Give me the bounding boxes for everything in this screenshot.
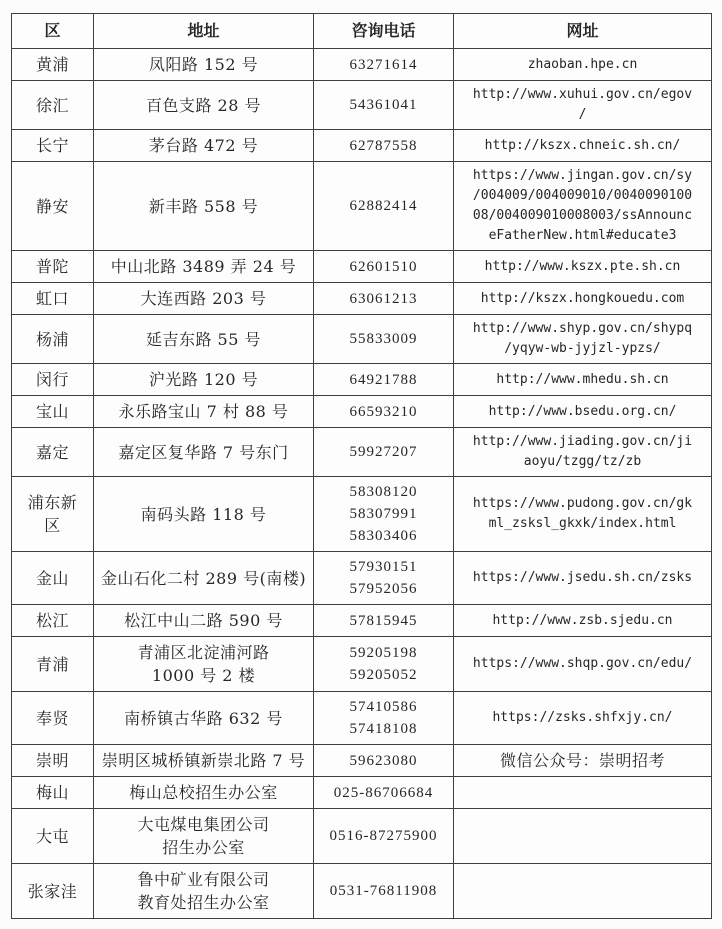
text-line: 59205052 (349, 667, 418, 683)
text-line: 百色支路 28 号 (145, 95, 262, 115)
table-row (12, 130, 712, 162)
cell-district (12, 283, 94, 315)
cell-website (454, 81, 712, 130)
cell-phone (314, 637, 454, 692)
text-line: 64921788 (349, 371, 418, 388)
text-line: 58308120 (349, 484, 418, 500)
text-line: 0516-87275900 (329, 828, 438, 844)
text-line: 教育处招生办公室 (137, 893, 270, 912)
cell-address (94, 130, 314, 162)
text-line: 57815945 (349, 612, 418, 629)
cell-address (94, 777, 314, 809)
table-header-row (12, 14, 712, 49)
cell-district (12, 364, 94, 396)
cell-address (94, 637, 314, 692)
cell-phone (314, 777, 454, 809)
text-line: 金山 (35, 568, 69, 588)
text-line: 08/004009010008003/ssAnnounc (472, 208, 693, 223)
text-line: 浦东新 (27, 493, 78, 512)
table-row (12, 49, 712, 81)
cell-website (454, 552, 712, 605)
text-line: 62601510 (349, 258, 418, 275)
cell-address (94, 809, 314, 864)
cell-address (94, 49, 314, 81)
text-line: 54361041 (349, 97, 418, 113)
text-line: 新丰路 558 号 (148, 196, 259, 216)
text-line: 黄浦 (35, 55, 69, 74)
cell-district (12, 477, 94, 552)
cell-district (12, 130, 94, 162)
cell-district (12, 692, 94, 745)
cell-address (94, 251, 314, 283)
cell-address (94, 745, 314, 777)
cell-website (454, 477, 712, 552)
text-line: http://www.shyp.gov.cn/shypq (472, 321, 693, 336)
cell-address (94, 162, 314, 251)
text-line: 静安 (35, 196, 69, 216)
text-line: 青浦 (35, 654, 69, 674)
text-line: 崇明 (35, 751, 69, 770)
text-line: http://www.bsedu.org.cn/ (488, 403, 677, 419)
text-line: zhaoban.hpe.cn (527, 56, 638, 72)
cell-phone (314, 864, 454, 919)
cell-district (12, 162, 94, 251)
text-line: eFatherNew.html#educate3 (488, 228, 677, 243)
cell-website (454, 692, 712, 745)
cell-address (94, 428, 314, 477)
cell-district (12, 552, 94, 605)
cell-address (94, 364, 314, 396)
table-row (12, 809, 712, 864)
header-phone: 咨询电话 (314, 14, 454, 49)
text-line: 58307991 (349, 506, 418, 522)
text-line: 66593210 (349, 403, 418, 420)
district-contact-table (11, 13, 712, 919)
header-district: 区 (12, 14, 94, 49)
header-website: 网址 (454, 14, 712, 49)
text-line: 金山石化二村 289 号(南楼) (100, 568, 307, 588)
cell-district (12, 777, 94, 809)
text-line: 招生办公室 (162, 838, 245, 857)
cell-website (454, 637, 712, 692)
table-row (12, 552, 712, 605)
text-line: 62787558 (349, 137, 418, 154)
table-row (12, 396, 712, 428)
text-line: 凤阳路 152 号 (148, 55, 259, 74)
text-line: 虹口 (35, 289, 69, 308)
cell-website (454, 49, 712, 81)
text-line: 中山北路 3489 弄 24 号 (110, 257, 297, 276)
text-line: 永乐路宝山 7 村 88 号 (118, 402, 289, 421)
cell-address (94, 477, 314, 552)
cell-address (94, 692, 314, 745)
cell-address (94, 81, 314, 130)
text-line: 62882414 (349, 198, 418, 214)
text-line: 茅台路 472 号 (148, 136, 259, 155)
text-line: /yqyw-wb-jyjzl-ypzs/ (504, 341, 661, 356)
table-row (12, 864, 712, 919)
cell-phone (314, 364, 454, 396)
cell-phone (314, 396, 454, 428)
text-line: 57410586 (349, 699, 418, 715)
text-line: 55833009 (349, 331, 418, 347)
text-line: 57930151 (349, 559, 418, 575)
table-row (12, 777, 712, 809)
text-line: 59205198 (349, 645, 418, 661)
text-line: /004009/004009010/0040090100 (472, 188, 693, 203)
table-row (12, 692, 712, 745)
text-line: 徐汇 (35, 95, 69, 115)
table-row (12, 428, 712, 477)
text-line: 57418108 (349, 721, 418, 737)
text-line: 0531-76811908 (329, 883, 438, 899)
text-line: http://www.kszx.pte.sh.cn (484, 258, 681, 274)
cell-website (454, 809, 712, 864)
cell-phone (314, 428, 454, 477)
text-line: 梅山总校招生办公室 (129, 783, 278, 802)
text-line: / (578, 107, 587, 122)
cell-website (454, 251, 712, 283)
cell-website (454, 396, 712, 428)
text-line: http://www.mhedu.sh.cn (496, 371, 669, 387)
cell-website (454, 364, 712, 396)
table-row (12, 283, 712, 315)
cell-phone (314, 49, 454, 81)
text-line: http://www.zsb.sjedu.cn (492, 612, 673, 628)
text-line: 闵行 (35, 370, 69, 389)
text-line: 宝山 (35, 402, 69, 421)
cell-phone (314, 130, 454, 162)
table-row (12, 251, 712, 283)
cell-phone (314, 745, 454, 777)
cell-phone (314, 605, 454, 637)
table-row (12, 315, 712, 364)
text-line: http://www.jiading.gov.cn/ji (472, 434, 693, 449)
text-line: 沪光路 120 号 (148, 370, 259, 389)
cell-website (454, 777, 712, 809)
cell-website (454, 864, 712, 919)
table-body (12, 49, 712, 919)
text-line: 57952056 (349, 581, 418, 597)
header-address: 地址 (94, 14, 314, 49)
cell-district (12, 605, 94, 637)
cell-website (454, 605, 712, 637)
text-line: 58303406 (349, 528, 418, 544)
cell-address (94, 396, 314, 428)
table-row (12, 162, 712, 251)
text-line: 鲁中矿业有限公司 (137, 870, 270, 889)
text-line: 嘉定 (35, 442, 69, 462)
text-line: 025-86706684 (333, 784, 434, 801)
cell-website (454, 428, 712, 477)
text-line: 南桥镇古华路 632 号 (124, 708, 283, 728)
cell-district (12, 81, 94, 130)
text-line: 59927207 (349, 444, 418, 460)
text-line: http://www.xuhui.gov.cn/egov (472, 87, 693, 102)
cell-phone (314, 692, 454, 745)
cell-phone (314, 809, 454, 864)
text-line: https://www.shqp.gov.cn/edu/ (472, 656, 693, 671)
text-line: 嘉定区复华路 7 号东门 (118, 442, 289, 462)
cell-website (454, 315, 712, 364)
text-line: 延吉东路 55 号 (145, 329, 262, 349)
table-row (12, 605, 712, 637)
text-line: http://kszx.chneic.sh.cn/ (484, 137, 681, 153)
cell-district (12, 315, 94, 364)
table-row (12, 364, 712, 396)
text-line: aoyu/tzgg/tz/zb (523, 454, 642, 469)
cell-district (12, 809, 94, 864)
text-line: 崇明区城桥镇新崇北路 7 号 (101, 751, 306, 770)
text-line: 区 (44, 516, 61, 535)
cell-phone (314, 283, 454, 315)
cell-district (12, 864, 94, 919)
text-line: https://zsks.shfxjy.cn/ (492, 710, 673, 725)
cell-district (12, 396, 94, 428)
cell-address (94, 283, 314, 315)
cell-district (12, 49, 94, 81)
cell-address (94, 552, 314, 605)
cell-website (454, 745, 712, 777)
text-line: 大屯 (35, 826, 69, 846)
cell-phone (314, 251, 454, 283)
text-line: 梅山 (35, 783, 69, 802)
cell-phone (314, 315, 454, 364)
text-line: 青浦区北淀浦河路 (137, 643, 270, 662)
cell-address (94, 315, 314, 364)
cell-phone (314, 81, 454, 130)
text-line: 松江中山二路 590 号 (124, 611, 283, 630)
cell-website (454, 130, 712, 162)
text-line: 杨浦 (35, 329, 69, 349)
cell-phone (314, 477, 454, 552)
text-line: ml_zsksl_gkxk/index.html (488, 516, 677, 531)
text-line: https://www.jsedu.sh.cn/zsks (472, 570, 693, 585)
text-line: 长宁 (35, 136, 69, 155)
text-line: 微信公众号：崇明招考 (499, 751, 665, 770)
text-line: 59623080 (349, 752, 418, 769)
cell-district (12, 637, 94, 692)
cell-phone (314, 552, 454, 605)
cell-website (454, 162, 712, 251)
text-line: 松江 (35, 611, 69, 630)
table-row (12, 637, 712, 692)
text-line: https://www.jingan.gov.cn/sy (472, 168, 693, 183)
cell-district (12, 745, 94, 777)
cell-district (12, 428, 94, 477)
text-line: 大连西路 203 号 (140, 289, 267, 308)
cell-phone (314, 162, 454, 251)
text-line: 63061213 (349, 290, 418, 307)
text-line: 张家洼 (27, 881, 78, 901)
text-line: 1000 号 2 楼 (151, 666, 256, 685)
text-line: http://kszx.hongkouedu.com (480, 290, 685, 306)
cell-address (94, 605, 314, 637)
cell-website (454, 283, 712, 315)
cell-district (12, 251, 94, 283)
table-row (12, 745, 712, 777)
cell-address (94, 864, 314, 919)
text-line: 63271614 (349, 56, 418, 73)
table-row (12, 477, 712, 552)
text-line: 大屯煤电集团公司 (137, 815, 270, 834)
text-line: 奉贤 (35, 708, 69, 728)
table-row (12, 81, 712, 130)
text-line: 南码头路 118 号 (140, 504, 267, 524)
text-line: https://www.pudong.gov.cn/gk (472, 496, 693, 511)
text-line: 普陀 (35, 257, 69, 276)
